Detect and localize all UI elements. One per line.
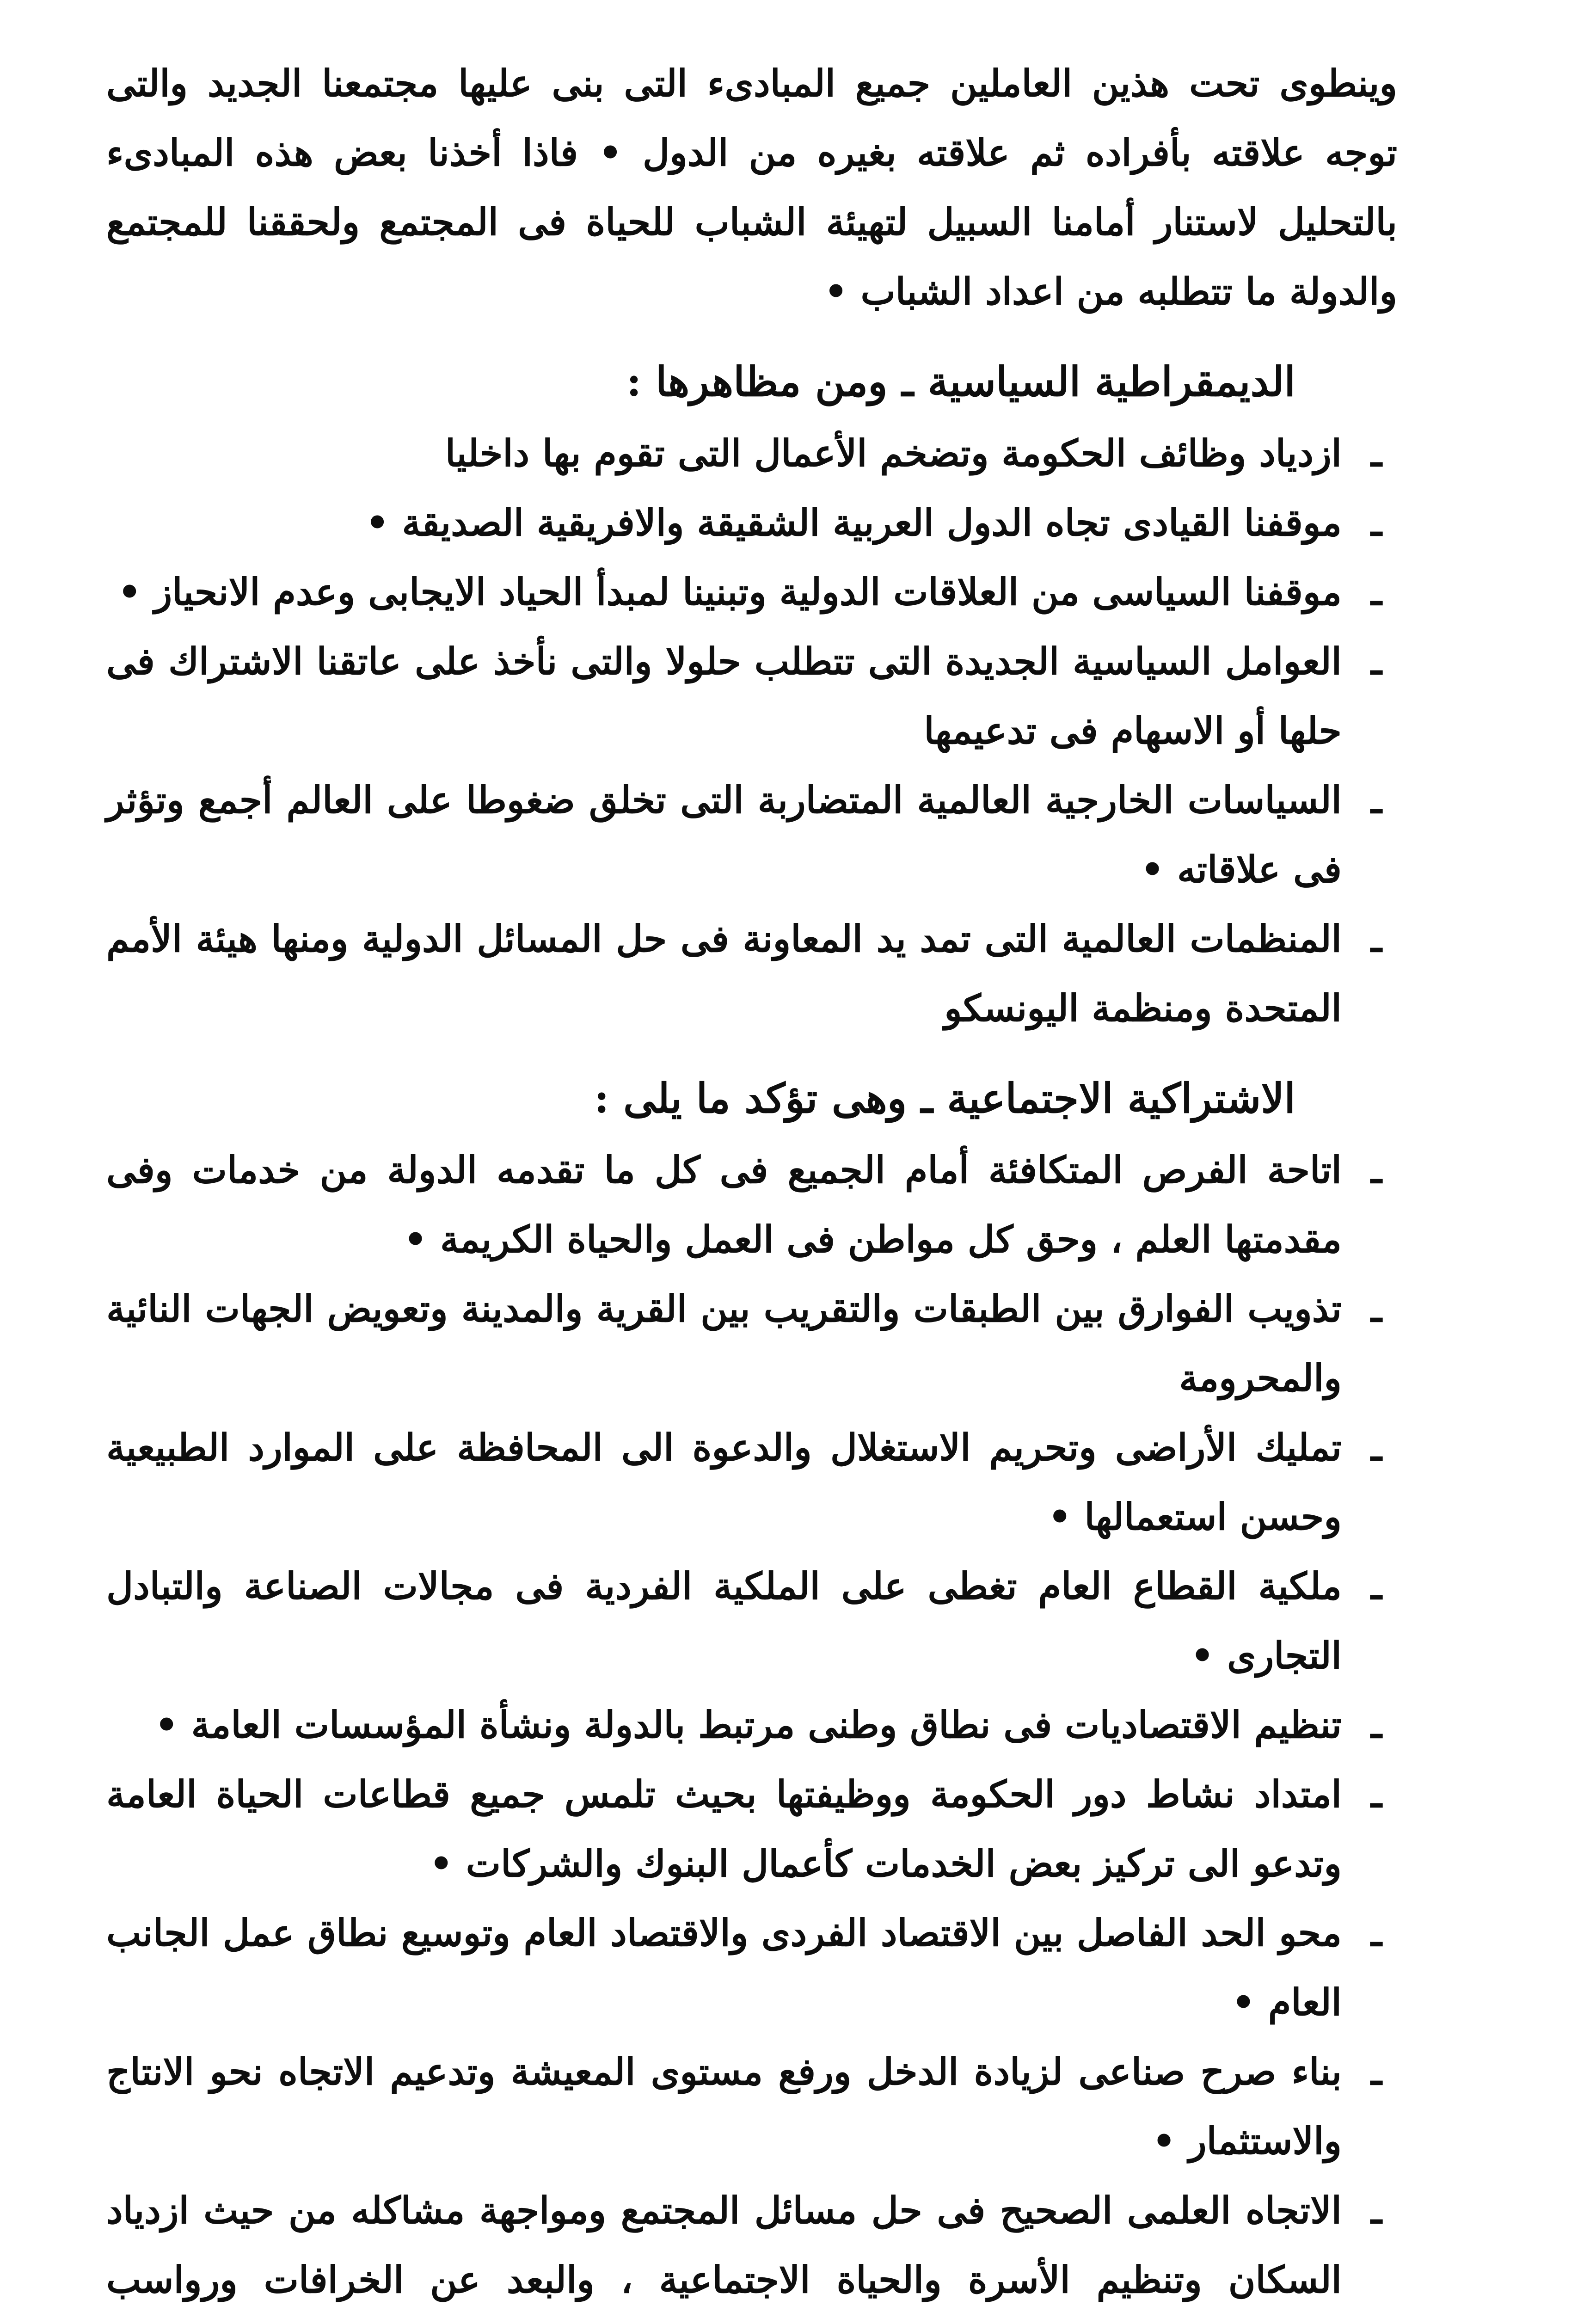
list-item-text: اتاحة الفرص المتكافئة أمام الجميع فى كل ما تقدمه الدولة من خدمات وفى مقدمتها العلم ، وحق كل مواطن فى العمل والحياة الكريمة • [106, 1148, 1342, 1261]
dash-marker: ـ [1371, 1772, 1382, 1816]
dash-marker: ـ [1371, 570, 1382, 614]
list-item [106, 557, 1397, 627]
list-item [106, 1135, 1397, 1274]
list-item-text: السياسات الخارجية العالمية المتضاربة التى تخلق ضغوطا على العالم أجمع وتؤثر فى علاقاته • [106, 778, 1342, 891]
list-item-text: ازدياد وظائف الحكومة وتضخم الأعمال التى تقوم بها داخليا [445, 431, 1342, 475]
list-item-text: موقفنا القيادى تجاه الدول العربية الشقيقة والافريقية الصديقة • [365, 501, 1342, 544]
dash-marker: ـ [1371, 1148, 1382, 1192]
list-item-text: امتداد نشاط دور الحكومة ووظيفتها بحيث تلمس جميع قطاعات الحياة العامة وتدعو الى تركيز بعض الخدمات كأعمال البنوك والشركات • [106, 1772, 1342, 1885]
list-item [106, 1898, 1397, 2037]
list-item [106, 2037, 1397, 2176]
list-item [106, 418, 1397, 488]
list-item-text: بناء صرح صناعى لزيادة الدخل ورفع مستوى المعيشة وتدعيم الاتجاه نحو الانتاج والاستثمار • [106, 2050, 1342, 2163]
list-item [106, 765, 1397, 904]
list-item-text: ملكية القطاع العام تغطى على الملكية الفردية فى مجالات الصناعة والتبادل التجارى • [106, 1564, 1342, 1677]
dash-marker: ـ [1371, 639, 1382, 683]
list-item-text: المنظمات العالمية التى تمد يد المعاونة فى حل المسائل الدولية ومنها هيئة الأمم المتحدة ومنظمة اليونسكو [106, 917, 1342, 1030]
dash-marker: ـ [1371, 2189, 1382, 2232]
list-item [106, 2176, 1397, 2312]
political-democracy-list [106, 418, 1397, 1043]
section-heading-social-socialism: الاشتراكية الاجتماعية ـ وهى تؤكد ما يلى : [594, 1074, 1295, 1122]
dash-marker: ـ [1371, 1426, 1382, 1469]
list-item-text: تنظيم الاقتصاديات فى نطاق وطنى مرتبط بالدولة ونشأة المؤسسات العامة • [154, 1703, 1342, 1746]
dash-marker: ـ [1371, 1703, 1382, 1746]
list-item [106, 1690, 1397, 1759]
list-item-text: موقفنا السياسى من العلاقات الدولية وتبنينا لمبدأ الحياد الايجابى وعدم الانحياز • [117, 570, 1342, 614]
dash-marker: ـ [1371, 778, 1382, 822]
list-item [106, 1759, 1397, 1898]
list-item [106, 627, 1397, 765]
intro-paragraph: وينطوى تحت هذين العاملين جميع المبادىء التى بنى عليها مجتمعنا الجديد والتى توجه علاقته بأفراده ثم علاقته بغيره من الدول • فاذا أخذنا بعض هذه المبادىء بالتحليل لاستنار أمامنا السبيل لتهيئة الشباب للحياة فى المجتمع ولحققنا للمجتمع والدولة ما تتطلبه من اعداد الشباب • [106, 61, 1397, 313]
list-item-text: الاتجاه العلمى الصحيح فى حل مسائل المجتمع ومواجهة مشاكله من حيث ازدياد السكان وتنظيم الأسرة والحياة الاجتماعية ، والبعد عن الخرافات ورواسب [106, 2189, 1342, 2301]
dash-marker: ـ [1371, 2050, 1382, 2093]
social-socialism-list [106, 1135, 1397, 2312]
list-item-text: محو الحد الفاصل بين الاقتصاد الفردى والاقتصاد العام وتوسيع نطاق عمل الجانب العام • [106, 1911, 1342, 2024]
list-item [106, 488, 1397, 557]
dash-marker: ـ [1371, 501, 1382, 544]
dash-marker: ـ [1371, 1911, 1382, 1955]
list-item [106, 904, 1397, 1043]
section-heading-political-democracy: الديمقراطية السياسية ـ ومن مظاهرها : [626, 357, 1295, 406]
list-item-text: العوامل السياسية الجديدة التى تتطلب حلولا والتى نأخذ على عاتقنا الاشتراك فى حلها أو الاسهام فى تدعيمها [106, 639, 1342, 752]
list-item-text: تمليك الأراضى وتحريم الاستغلال والدعوة الى المحافظة على الموارد الطبيعية وحسن استعمالها • [106, 1426, 1342, 1538]
dash-marker: ـ [1371, 1287, 1382, 1330]
list-item-text: تذويب الفوارق بين الطبقات والتقريب بين القرية والمدينة وتعويض الجهات النائية والمحرومة [106, 1287, 1342, 1400]
dash-marker: ـ [1371, 917, 1382, 960]
dash-marker: ـ [1371, 431, 1382, 475]
dash-marker: ـ [1371, 1564, 1382, 1608]
list-item [106, 1274, 1397, 1413]
list-item [106, 1551, 1397, 1690]
list-item [106, 1413, 1397, 1551]
